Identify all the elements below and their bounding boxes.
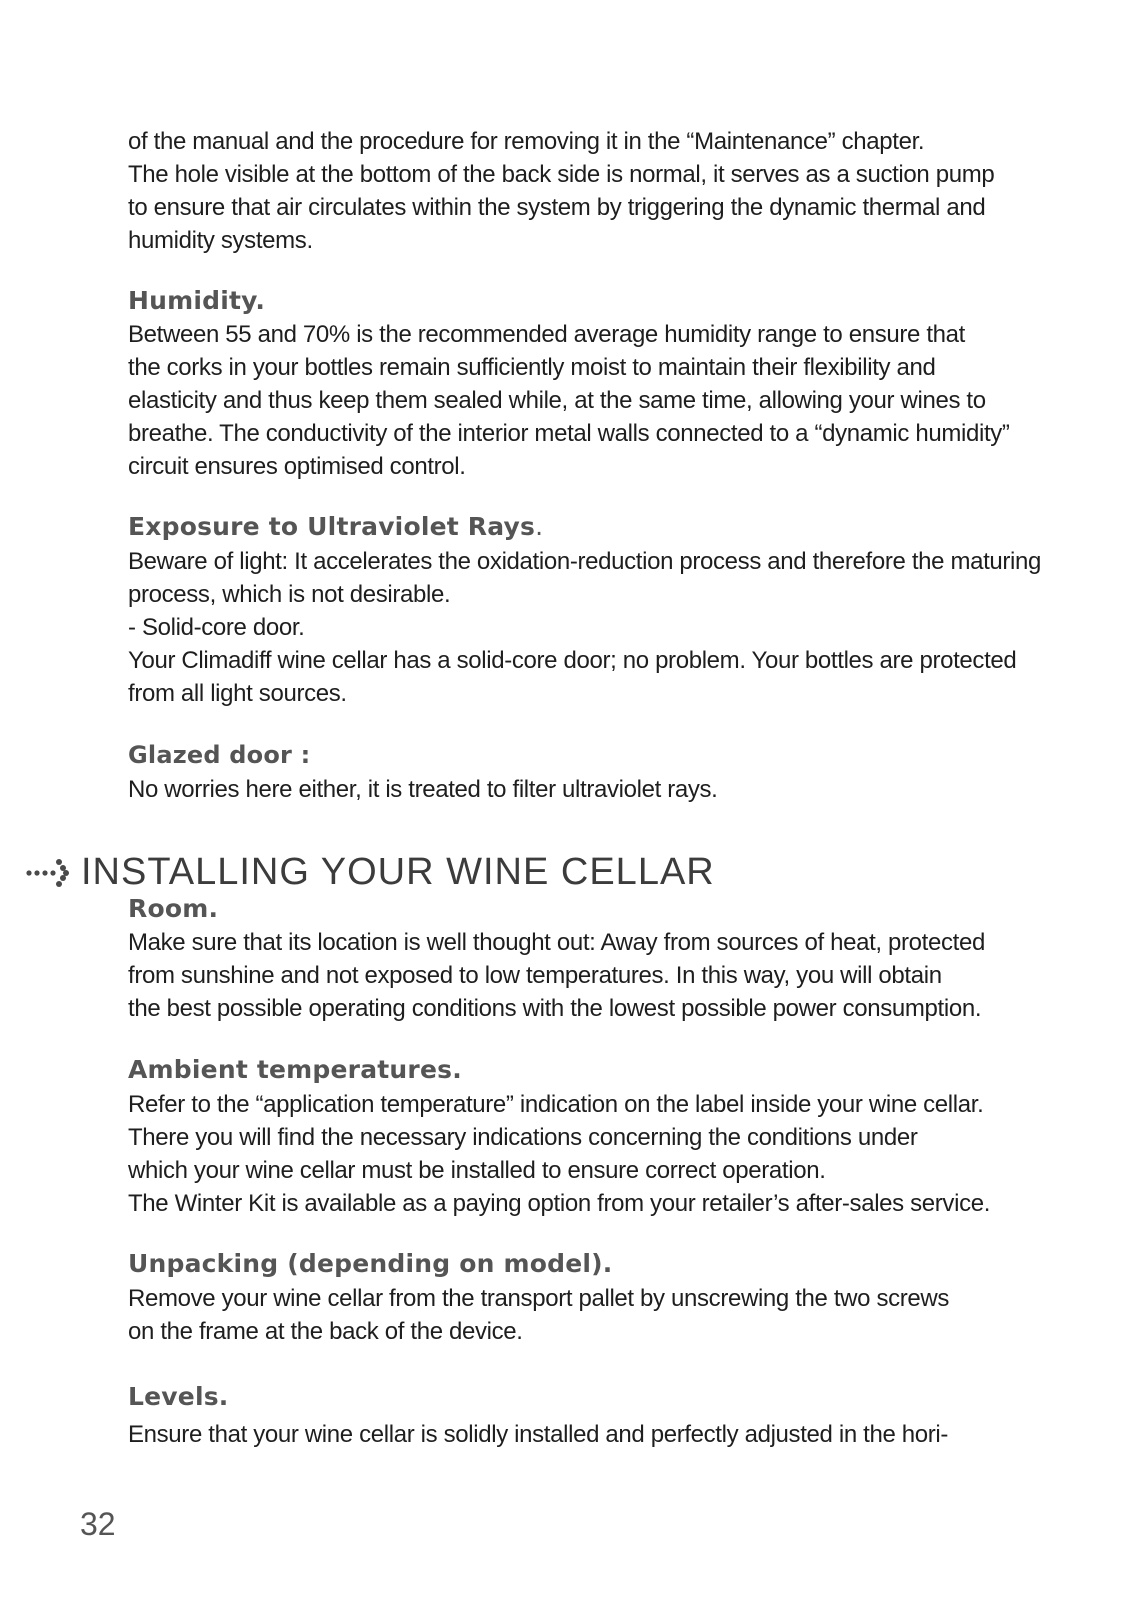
room-paragraph: [128, 926, 1058, 1025]
text-line: to ensure that air circulates within the system by triggering the dynamic thermal and: [128, 194, 986, 221]
text-line: of the manual and the procedure for removing it in the “Maintenance” chapter.: [128, 128, 925, 155]
section-title-text: INSTALLING YOUR WINE CELLAR: [81, 851, 715, 893]
ambient-paragraph: [128, 1088, 1058, 1220]
text-line: on the frame at the back of the device.: [128, 1318, 523, 1345]
text-line: Ensure that your wine cellar is solidly installed and perfectly adjusted in the hori-: [128, 1421, 949, 1448]
page-number: 32: [80, 1506, 116, 1542]
text-line: breathe. The conductivity of the interior metal walls connected to a “dynamic humidity”: [128, 420, 1010, 447]
glazed-door-heading: Glazed door :: [128, 741, 311, 769]
text-line: The hole visible at the bottom of the back side is normal, it serves as a suction pump: [128, 161, 995, 188]
text-line: the best possible operating conditions with the lowest possible power consumption.: [128, 995, 982, 1022]
uv-heading-period: .: [535, 512, 544, 541]
text-line: process, which is not desirable.: [128, 581, 451, 608]
text-line: Your Climadiff wine cellar has a solid-core door; no problem. Your bottles are protected: [128, 647, 1017, 674]
text-line: Beware of light: It accelerates the oxidation-reduction process and therefore the maturing: [128, 548, 1042, 575]
glazed-door-paragraph: [128, 773, 1058, 806]
text-line: Make sure that its location is well thought out: Away from sources of heat, protected: [128, 929, 985, 956]
text-line: from all light sources.: [128, 680, 347, 707]
ambient-heading: Ambient temperatures.: [128, 1055, 462, 1084]
levels-heading: Levels.: [128, 1382, 229, 1411]
text-line: from sunshine and not exposed to low temperatures. In this way, you will obtain: [128, 962, 942, 989]
text-line: No worries here either, it is treated to filter ultraviolet rays.: [128, 776, 718, 803]
unpacking-paragraph: [128, 1282, 1058, 1348]
humidity-heading: Humidity.: [128, 286, 266, 315]
humidity-paragraph: [128, 318, 1058, 483]
intro-paragraph: [128, 125, 1058, 257]
text-line: There you will find the necessary indications concerning the conditions under: [128, 1124, 918, 1151]
text-line: the corks in your bottles remain sufficiently moist to maintain their flexibility and: [128, 354, 936, 381]
text-line: Refer to the “application temperature” indication on the label inside your wine cellar.: [128, 1091, 984, 1118]
room-heading: Room.: [128, 894, 219, 923]
text-line: - Solid-core door.: [128, 614, 305, 641]
uv-paragraph: [128, 545, 1058, 710]
text-line: humidity systems.: [128, 227, 313, 254]
text-line: circuit ensures optimised control.: [128, 453, 466, 480]
arrow-bullet-icon: [25, 856, 73, 888]
text-line: Remove your wine cellar from the transport pallet by unscrewing the two screws: [128, 1285, 950, 1312]
text-line: which your wine cellar must be installed to ensure correct operation.: [128, 1157, 826, 1184]
levels-paragraph: [128, 1418, 1058, 1451]
text-line: The Winter Kit is available as a paying option from your retailer’s after-sales service.: [128, 1190, 991, 1217]
section-title: [25, 850, 715, 894]
text-line: Between 55 and 70% is the recommended average humidity range to ensure that: [128, 321, 965, 348]
uv-heading: [128, 511, 543, 543]
unpacking-heading: Unpacking (depending on model).: [128, 1249, 613, 1278]
uv-heading-text: Exposure to Ultraviolet Rays: [128, 512, 536, 541]
text-line: elasticity and thus keep them sealed while, at the same time, allowing your wines to: [128, 387, 986, 414]
